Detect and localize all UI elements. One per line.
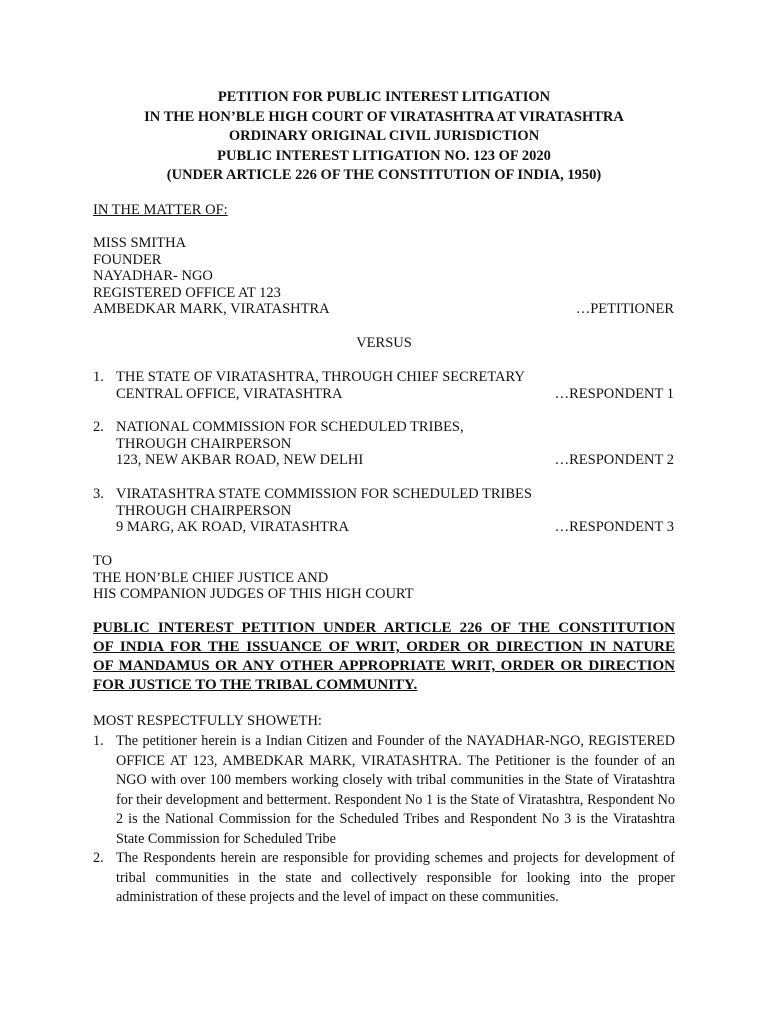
respondent-label: …RESPONDENT 2 [554, 452, 674, 468]
respondent-line: THROUGH CHAIRPERSON [116, 435, 292, 452]
respondent-row [93, 386, 674, 403]
versus-label: VERSUS [356, 335, 412, 351]
respondent-2 [93, 419, 674, 469]
petitioner-block [93, 235, 674, 318]
respondent-number: 2. [93, 419, 104, 435]
respondent-line: NATIONAL COMMISSION FOR SCHEDULED TRIBES, [116, 419, 464, 435]
respondent-line: 9 MARG, AK ROAD, VIRATASHTRA [116, 519, 350, 535]
addressee-line: HIS COMPANION JUDGES OF THIS HIGH COURT [93, 586, 414, 602]
petitioner-name: MISS SMITHA [93, 235, 187, 251]
paragraph-list [93, 732, 675, 908]
paragraph-number: 2. [93, 850, 104, 866]
petitioner-address: AMBEDKAR MARK, VIRATASHTRA [93, 301, 330, 317]
respondent-line: THE STATE OF VIRATASHTRA, THROUGH CHIEF SECRETARY [116, 369, 525, 385]
title-line: PUBLIC INTEREST LITIGATION NO. 123 OF 2020 [217, 147, 551, 164]
prayer-line: PUBLIC INTEREST PETITION UNDER ARTICLE 226 OF THE CONSTITUTION [93, 620, 675, 636]
prayer-line: FOR JUSTICE TO THE TRIBAL COMMUNITY. [93, 677, 418, 693]
respondent-number: 1. [93, 369, 104, 385]
respondent-label: …RESPONDENT 3 [554, 519, 674, 535]
respondent-line: THROUGH CHAIRPERSON [116, 502, 292, 519]
title-line: IN THE HON’BLE HIGH COURT OF VIRATASHTRA AT VIRATASHTRA [144, 108, 624, 125]
respondent-line: VIRATASHTRA STATE COMMISSION FOR SCHEDULED TRIBES [116, 486, 532, 502]
paragraph-number: 1. [93, 733, 104, 749]
petitioner-org: NAYADHAR- NGO [93, 268, 213, 284]
respondent-line: 123, NEW AKBAR ROAD, NEW DELHI [116, 452, 364, 468]
paragraph-text: The Respondents herein are responsible for providing schemes and projects for development of tribal communities in the state and collectively responsible for looking into the proper administration of these projects and the level of impact on these communities. [116, 850, 675, 905]
matter-heading: IN THE MATTER OF: [93, 202, 228, 218]
paragraph-1 [93, 732, 675, 849]
prayer-line: OF INDIA FOR THE ISSUANCE OF WRIT, ORDER OR DIRECTION IN NATURE [93, 639, 675, 655]
paragraph-text: The petitioner herein is a Indian Citizen and Founder of the NAYADHAR-NGO, REGISTERED OFFICE AT 123, AMBEDKAR MARK, VIRATASHTRA. The Petitioner is the founder of an NGO with over 100 members working closely with tribal communities in the State of Viratashtra for their development and betterment. Respondent No 1 is the State of Viratashtra, Respondent No 2 is the National Commission for the Scheduled Tribes and Respondent No 3 is the Viratashtra State Commission for Scheduled Tribe [116, 733, 675, 847]
title-line: PETITION FOR PUBLIC INTEREST LITIGATION [217, 89, 551, 105]
respondent-3 [93, 486, 674, 536]
respondent-label: …RESPONDENT 1 [554, 385, 674, 402]
respondent-1 [93, 369, 674, 402]
respondent-row [93, 452, 674, 469]
petitioner-address-row [93, 301, 674, 318]
prayer-heading [93, 619, 675, 695]
title-line: (UNDER ARTICLE 226 OF THE CONSTITUTION OF INDIA, 1950) [166, 167, 602, 183]
prayer-line: OF MANDAMUS OR ANY OTHER APPROPRIATE WRIT, ORDER OR DIRECTION [93, 658, 675, 674]
document-title [0, 88, 768, 186]
paragraph-2 [93, 849, 675, 908]
petitioner-label: …PETITIONER [575, 301, 674, 317]
petitioner-office: REGISTERED OFFICE AT 123 [93, 284, 281, 301]
respondent-number: 3. [93, 486, 104, 502]
respondent-line: CENTRAL OFFICE, VIRATASHTRA [116, 385, 343, 402]
petitioner-role: FOUNDER [93, 251, 162, 268]
addressee-block [93, 553, 674, 603]
addressee-line: THE HON’BLE CHIEF JUSTICE AND [93, 569, 329, 586]
respondent-row [93, 519, 674, 536]
title-line: ORDINARY ORIGINAL CIVIL JURISDICTION [228, 128, 540, 144]
addressee-line: TO [93, 553, 113, 569]
showeth-heading: MOST RESPECTFULLY SHOWETH: [93, 713, 322, 729]
